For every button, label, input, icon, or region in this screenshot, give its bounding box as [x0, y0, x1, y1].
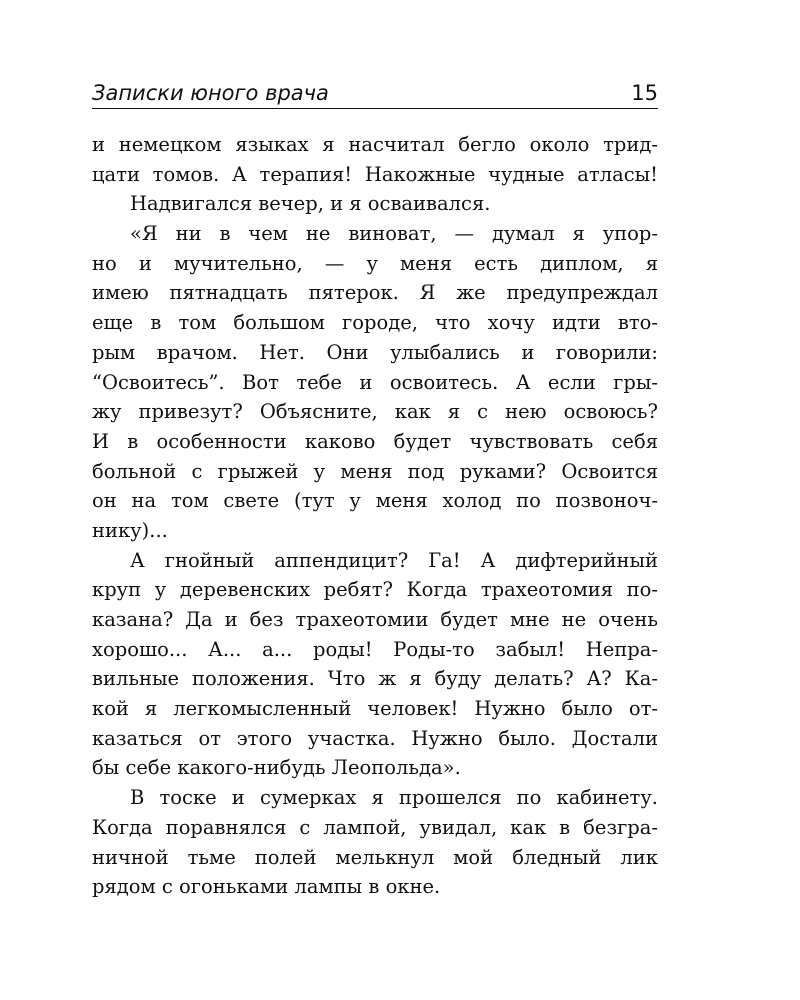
- text-line: больной с грыжей у меня под руками? Освоится: [92, 459, 658, 483]
- text-line: казана? Да и без трахеотомии будет мне не очень: [92, 608, 658, 631]
- text-line: “Освоитесь”. Вот тебе и освоитесь. А если гры-: [92, 370, 658, 394]
- text-line: цати томов. А терапия! Накожные чудные атласы!: [92, 162, 658, 186]
- running-head: [92, 80, 658, 109]
- text-line: А гнойный аппендицит? Га! А дифтерийный: [130, 548, 658, 572]
- text-line: рым врачом. Нет. Они улыбались и говорили:: [92, 340, 658, 364]
- body-text: [92, 130, 658, 902]
- text-line: «Я ни в чем не виноват, — думал я упор-: [130, 222, 658, 246]
- text-line: Когда поравнялся с лампой, увидал, как в безгра-: [92, 815, 658, 839]
- text-line: имею пятнадцать пятерок. Я же предупреждал: [92, 281, 658, 305]
- text-line: еще в том большом городе, что хочу идти вто-: [92, 311, 658, 335]
- text-line: Надвигался вечер, и я осваивался.: [130, 192, 491, 216]
- text-line: бы себе какого-нибудь Леопольда».: [92, 756, 461, 780]
- text-line: и немецком языках я насчитал бегло около трид-: [92, 133, 658, 156]
- text-line: кой я легкомысленный человек! Нужно было от-: [92, 697, 658, 721]
- text-line: нику)...: [92, 518, 168, 542]
- text-line: казаться от этого участка. Нужно было. Достали: [92, 726, 658, 750]
- running-title: Записки юного врача: [92, 81, 329, 105]
- text-line: но и мучительно, — у меня есть диплом, я: [92, 251, 658, 275]
- text-line: хорошо... А... а... роды! Роды-то забыл! Непра-: [92, 637, 658, 661]
- text-line: ничной тьме полей мелькнул мой бледный лик: [92, 845, 658, 869]
- text-line: В тоске и сумерках я прошелся по кабинету.: [130, 786, 658, 810]
- text-line: рядом с огоньками лампы в окне.: [92, 875, 441, 899]
- text-line: И в особенности каково будет чувствовать себя: [92, 429, 658, 453]
- text-line: жу привезут? Объясните, как я с нею освоюсь?: [92, 400, 658, 424]
- text-line: он на том свете (тут у меня холод по позвоноч-: [92, 489, 658, 513]
- text-line: вильные положения. Что ж я буду делать? А? Ка-: [92, 667, 658, 691]
- page-number: 15: [631, 81, 658, 105]
- text-line: круп у деревенских ребят? Когда трахеотомия по-: [92, 578, 658, 602]
